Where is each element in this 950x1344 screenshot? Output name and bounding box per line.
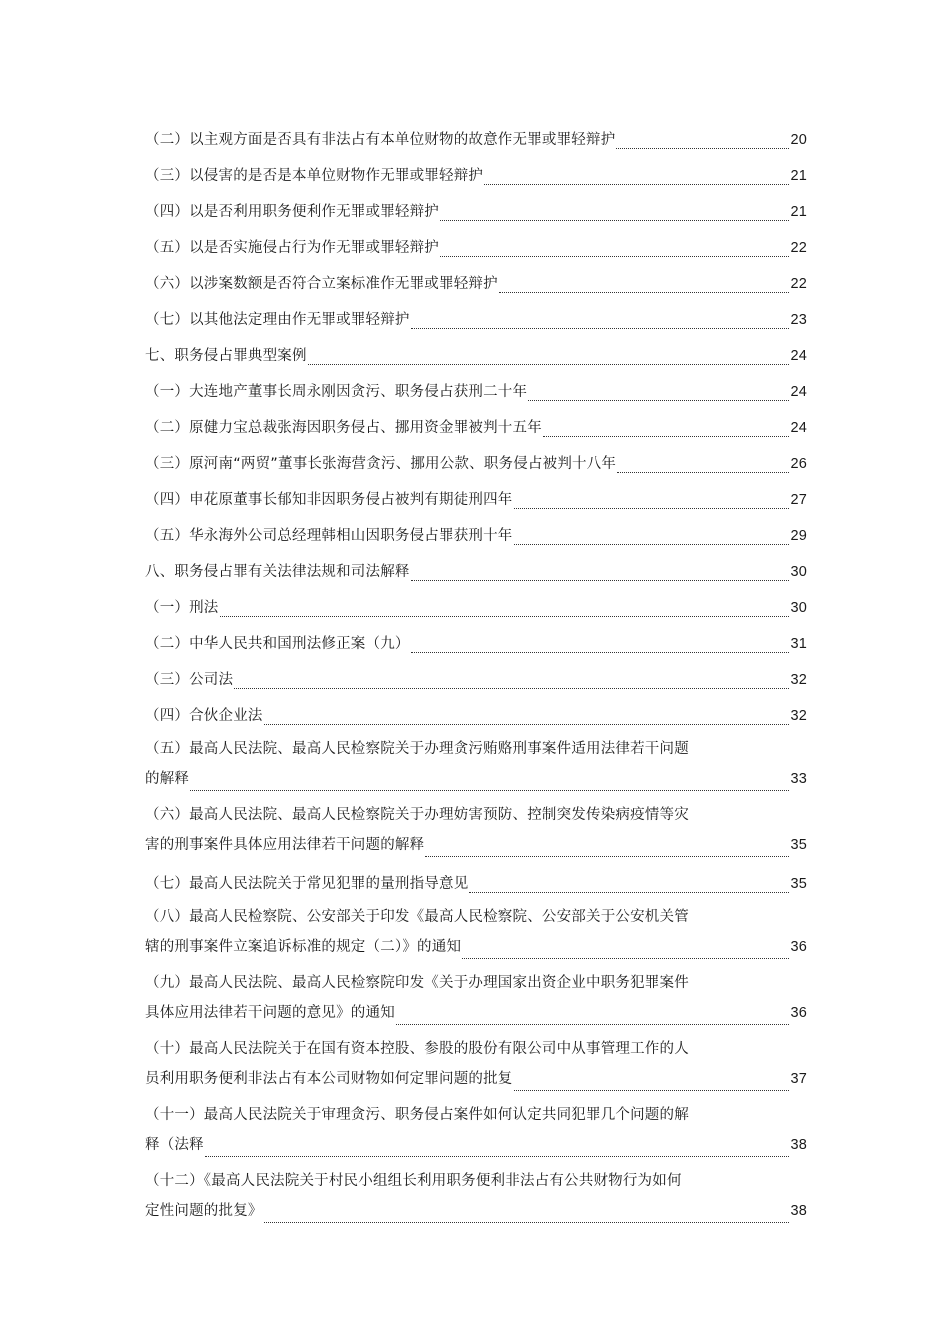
toc-page-number: 38 xyxy=(790,1137,807,1153)
dot-leader xyxy=(425,856,789,857)
toc-entry-title: （五）华永海外公司总经理韩相山因职务侵占罪获刑十年 xyxy=(145,528,513,544)
toc-entry-wrapped[interactable] xyxy=(145,1100,807,1166)
toc-entry[interactable] xyxy=(145,482,807,518)
toc-entry-wrapped[interactable] xyxy=(145,734,807,800)
toc-entry-wrapped[interactable] xyxy=(145,902,807,968)
toc-entry-title: （四）合伙企业法 xyxy=(145,708,263,724)
toc-entry-wrapped[interactable] xyxy=(145,968,807,1034)
toc-entry-title-line2: 释（法释 xyxy=(145,1137,204,1153)
toc-entry[interactable] xyxy=(145,662,807,698)
toc-page-number: 32 xyxy=(790,708,807,724)
dot-leader xyxy=(264,724,790,725)
toc-entry-title: （七）以其他法定理由作无罪或罪轻辩护 xyxy=(145,312,410,328)
dot-leader xyxy=(528,400,789,401)
toc-entry[interactable] xyxy=(145,194,807,230)
toc-page-number: 32 xyxy=(790,672,807,688)
toc-entry-title: （四）申花原董事长郁知非因职务侵占被判有期徒刑四年 xyxy=(145,492,513,508)
toc-entry-title: （三）以侵害的是否是本单位财物作无罪或罪轻辩护 xyxy=(145,168,484,184)
toc-page-number: 35 xyxy=(790,837,807,853)
dot-leader xyxy=(462,958,789,959)
toc-entry-title-line2: 辖的刑事案件立案追诉标准的规定（二）》的通知 xyxy=(145,939,462,955)
toc-entry-title: （一）刑法 xyxy=(145,600,219,616)
toc-entry[interactable] xyxy=(145,866,807,902)
toc-page-number: 24 xyxy=(790,348,807,364)
dot-leader xyxy=(440,220,789,221)
dot-leader xyxy=(308,364,790,365)
toc-entry-title: （三）公司法 xyxy=(145,672,234,688)
toc-chapter-entry[interactable] xyxy=(145,554,807,590)
toc-entry[interactable] xyxy=(145,158,807,194)
toc-entry[interactable] xyxy=(145,374,807,410)
toc-entry-wrapped[interactable] xyxy=(145,1166,807,1232)
toc-page-number: 29 xyxy=(790,528,807,544)
dot-leader xyxy=(205,1156,790,1157)
toc-page-number: 37 xyxy=(790,1071,807,1087)
toc-entry-title-line2: 的解释 xyxy=(145,771,190,787)
toc-entry-title: （四）以是否利用职务便利作无罪或罪轻辩护 xyxy=(145,204,439,220)
toc-page-number: 22 xyxy=(790,276,807,292)
toc-entry[interactable] xyxy=(145,626,807,662)
toc-page-number: 33 xyxy=(790,771,807,787)
toc-entry[interactable] xyxy=(145,518,807,554)
toc-entry[interactable] xyxy=(145,590,807,626)
toc-entry-title-line2: 具体应用法律若干问题的意见》的通知 xyxy=(145,1005,395,1021)
toc-entry[interactable] xyxy=(145,302,807,338)
dot-leader xyxy=(264,1222,790,1223)
dot-leader xyxy=(469,892,789,893)
toc-page-number: 31 xyxy=(790,636,807,652)
toc-entry-title-line2: 害的刑事案件具体应用法律若干问题的解释 xyxy=(145,837,425,853)
toc-entry-title-line1: （八）最高人民检察院、公安部关于印发《最高人民检察院、公安部关于公安机关管 xyxy=(145,909,689,925)
dot-leader xyxy=(411,652,790,653)
toc-entry-title-line2: 定性问题的批复》 xyxy=(145,1203,263,1219)
toc-entry-title: （六）以涉案数额是否符合立案标准作无罪或罪轻辩护 xyxy=(145,276,498,292)
toc-entry-title: （二）中华人民共和国刑法修正案（九） xyxy=(145,636,410,652)
toc-page-number: 26 xyxy=(790,456,807,472)
toc-page-number: 20 xyxy=(790,132,807,148)
dot-leader xyxy=(411,580,790,581)
toc-entry-title-line1: （十）最高人民法院关于在国有资本控股、参股的股份有限公司中从事管理工作的人 xyxy=(145,1041,689,1057)
toc-page-number: 38 xyxy=(790,1203,807,1219)
toc-entry-title: （二）以主观方面是否具有非法占有本单位财物的故意作无罪或罪轻辩护 xyxy=(145,132,616,148)
toc-entry-title: （一）大连地产董事长周永刚因贪污、职务侵占获刑二十年 xyxy=(145,384,528,400)
toc-entry[interactable] xyxy=(145,410,807,446)
dot-leader xyxy=(499,292,790,293)
toc-entry-title: （五）以是否实施侵占行为作无罪或罪轻辩护 xyxy=(145,240,439,256)
toc-entry-title: （二）原健力宝总裁张海因职务侵占、挪用资金罪被判十五年 xyxy=(145,420,542,436)
toc-entry[interactable] xyxy=(145,266,807,302)
toc-entry[interactable] xyxy=(145,230,807,266)
dot-leader xyxy=(514,544,790,545)
toc-page-number: 27 xyxy=(790,492,807,508)
toc-entry-title-line1: （五）最高人民法院、最高人民检察院关于办理贪污贿赂刑事案件适用法律若干问题 xyxy=(145,741,689,757)
dot-leader xyxy=(220,616,790,617)
toc-entry-wrapped[interactable] xyxy=(145,800,807,866)
dot-leader xyxy=(396,1024,790,1025)
toc-entry-title-line1: （十二）《最高人民法院关于村民小组组长利用职务便利非法占有公共财物行为如何 xyxy=(145,1173,682,1189)
toc-page-number: 30 xyxy=(790,564,807,580)
table-of-contents xyxy=(145,122,807,1232)
dot-leader xyxy=(234,688,789,689)
toc-entry-title: （七）最高人民法院关于常见犯罪的量刑指导意见 xyxy=(145,876,469,892)
dot-leader xyxy=(514,508,790,509)
dot-leader xyxy=(440,256,789,257)
dot-leader xyxy=(411,328,790,329)
dot-leader xyxy=(616,148,789,149)
toc-page-number: 23 xyxy=(790,312,807,328)
dot-leader xyxy=(484,184,789,185)
dot-leader xyxy=(617,472,789,473)
toc-page-number: 24 xyxy=(790,384,807,400)
toc-page-number: 21 xyxy=(790,204,807,220)
toc-page-number: 30 xyxy=(790,600,807,616)
toc-entry-wrapped[interactable] xyxy=(145,1034,807,1100)
toc-page-number: 36 xyxy=(790,1005,807,1021)
toc-page-number: 21 xyxy=(790,168,807,184)
toc-entry-title-line1: （十一）最高人民法院关于审理贪污、职务侵占案件如何认定共同犯罪几个问题的解 xyxy=(145,1107,689,1123)
toc-entry-title: （三）原河南“两贸”董事长张海营贪污、挪用公款、职务侵占被判十八年 xyxy=(145,456,617,472)
toc-entry-title-line2: 员利用职务便利非法占有本公司财物如何定罪问题的批复 xyxy=(145,1071,513,1087)
toc-page-number: 24 xyxy=(790,420,807,436)
dot-leader xyxy=(190,790,789,791)
toc-page-number: 35 xyxy=(790,876,807,892)
dot-leader xyxy=(514,1090,790,1091)
toc-entry-title: 八、职务侵占罪有关法律法规和司法解释 xyxy=(145,564,410,580)
toc-entry-title: 七、职务侵占罪典型案例 xyxy=(145,348,307,364)
dot-leader xyxy=(543,436,790,437)
toc-entry[interactable] xyxy=(145,698,807,734)
toc-entry[interactable] xyxy=(145,446,807,482)
toc-entry-title-line1: （九）最高人民法院、最高人民检察院印发《关于办理国家出资企业中职务犯罪案件 xyxy=(145,975,689,991)
toc-entry-title-line1: （六）最高人民法院、最高人民检察院关于办理妨害预防、控制突发传染病疫情等灾 xyxy=(145,807,689,823)
toc-chapter-entry[interactable] xyxy=(145,338,807,374)
toc-page-number: 22 xyxy=(790,240,807,256)
toc-entry[interactable] xyxy=(145,122,807,158)
toc-page-number: 36 xyxy=(790,939,807,955)
